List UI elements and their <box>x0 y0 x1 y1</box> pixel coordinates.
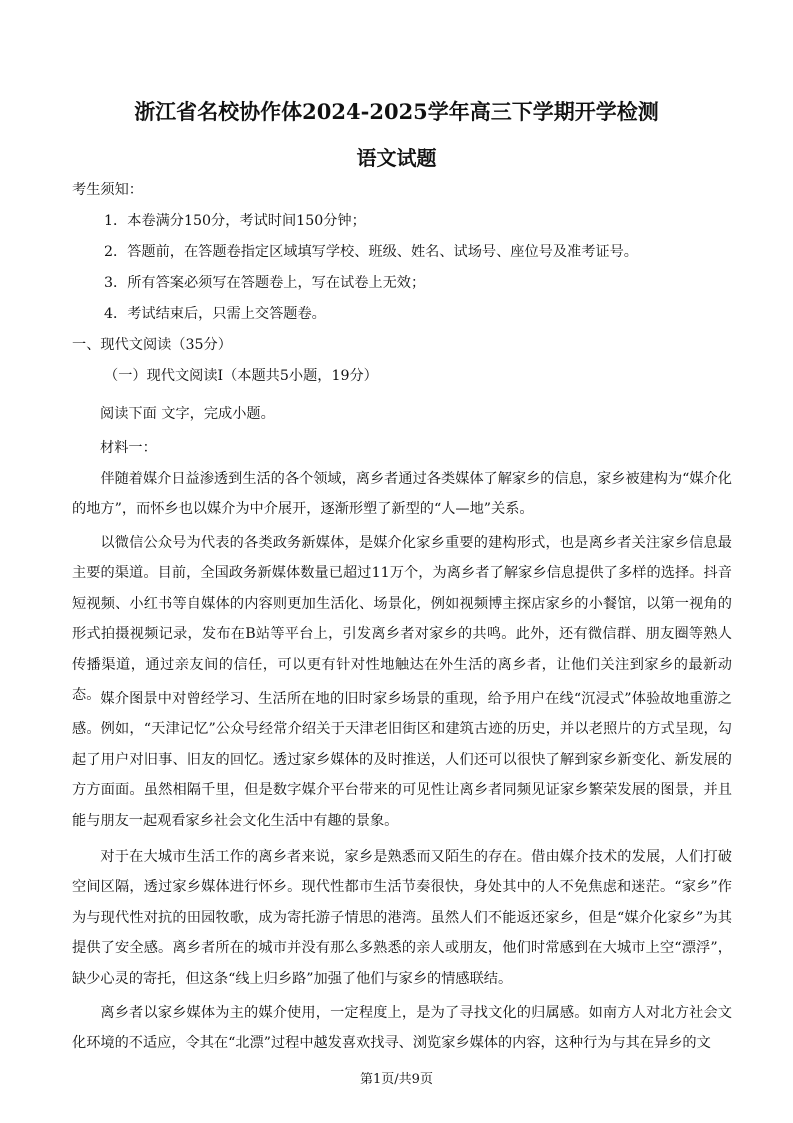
body-paragraph: 对于在大城市生活工作的离乡者来说，家乡是熟悉而又陌生的存在。借由媒介技术的发展，人们打破空间区隔，透过家乡媒体进行怀乡。现代性都市生活节奏很快，身处其中的人不免焦虑和迷茫。“家乡”作为与现代性对抗的田园牧歌，成为寄托游子情思的港湾。虽然人们不能返还家乡，但是“媒介化家乡”为其提供了安全感。离乡者所在的城市并没有那么多熟悉的亲人或朋友，他们时常感到在大城市上空“漂浮”，缺少心灵的寄托，但这条“线上归乡路”加强了他们与家乡的情感联结。 <box>72 849 732 987</box>
body-paragraph: 伴随着媒介日益渗透到生活的各个领域，离乡者通过各类媒体了解家乡的信息，家乡被建构为“媒介化的地方”，而怀乡也以媒介为中介展开，逐渐形塑了新型的“人—地”关系。 <box>72 471 732 518</box>
page-number: 第1页/共9页 <box>360 1072 433 1087</box>
body-paragraph: 以微信公众号为代表的各类政务新媒体，是媒介化家乡重要的建构形式，也是离乡者关注家乡信息最主要的渠道。目前，全国政务新媒体数量已超过11万个，为离乡者了解家乡信息提供了多样的选择。抖音短视频、小红书等自媒体的内容则更加生活化、场景化，例如视频博主探店家乡的小餐馆，以第一视角的形式拍摄视频记录，发布在B站等平台上，引发离乡者对家乡的共鸣。此外，还有微信群、朋友圈等熟人传播渠道，通过亲友间的信任，可以更有针对性地触达在外生活的离乡者，让他们关注到家乡的最新动态。 <box>72 535 732 704</box>
document-title: 浙江省名校协作体2024-2025学年高三下学期开学检测 <box>134 99 659 124</box>
notice-item: 1．本卷满分150分，考试时间150分钟； <box>104 213 366 229</box>
material-label: 材料一： <box>100 440 157 456</box>
section-heading: 一、现代文阅读（35分） <box>72 337 232 353</box>
reading-instruction: 阅读下面 文字，完成小题。 <box>100 406 275 422</box>
notice-heading: 考生须知： <box>72 182 143 198</box>
document-subtitle: 语文试题 <box>356 146 437 170</box>
notice-item: 4．考试结束后，只需上交答题卷。 <box>104 306 326 322</box>
notice-item: 3．所有答案必须写在答题卷上，写在试卷上无效； <box>104 275 426 291</box>
notice-item: 2．答题前，在答题卷指定区域填写学校、班级、姓名、试场号、座位号及准考证号。 <box>104 244 638 260</box>
body-paragraph: 离乡者以家乡媒体为主的媒介使用，一定程度上，是为了寻找文化的归属感。如南方人对北方社会文化环境的不适应，令其在“北漂”过程中越发喜欢找寻、浏览家乡媒体的内容，这种行为与其在异乡的文 <box>72 1005 732 1052</box>
body-paragraph: 媒介图景中对曾经学习、生活所在地的旧时家乡场景的重现，给予用户在线“沉浸式”体验故地重游之感。例如，“天津记忆”公众号经常介绍关于天津老旧街区和建筑古迹的历史，并以老照片的方式呈现，勾起了用户对旧事、旧友的回忆。透过家乡媒体的及时推送，人们还可以很快了解到家乡新变化、新发展的方方面面。虽然相隔千里，但是数字媒介平台带来的可见性让离乡者同频见证家乡繁荣发展的图景，并且能与朋友一起观看家乡社会文化生活中有趣的景象。 <box>72 691 732 829</box>
section-subheading: （一）现代文阅读Ⅰ（本题共5小题，19分） <box>104 368 378 384</box>
